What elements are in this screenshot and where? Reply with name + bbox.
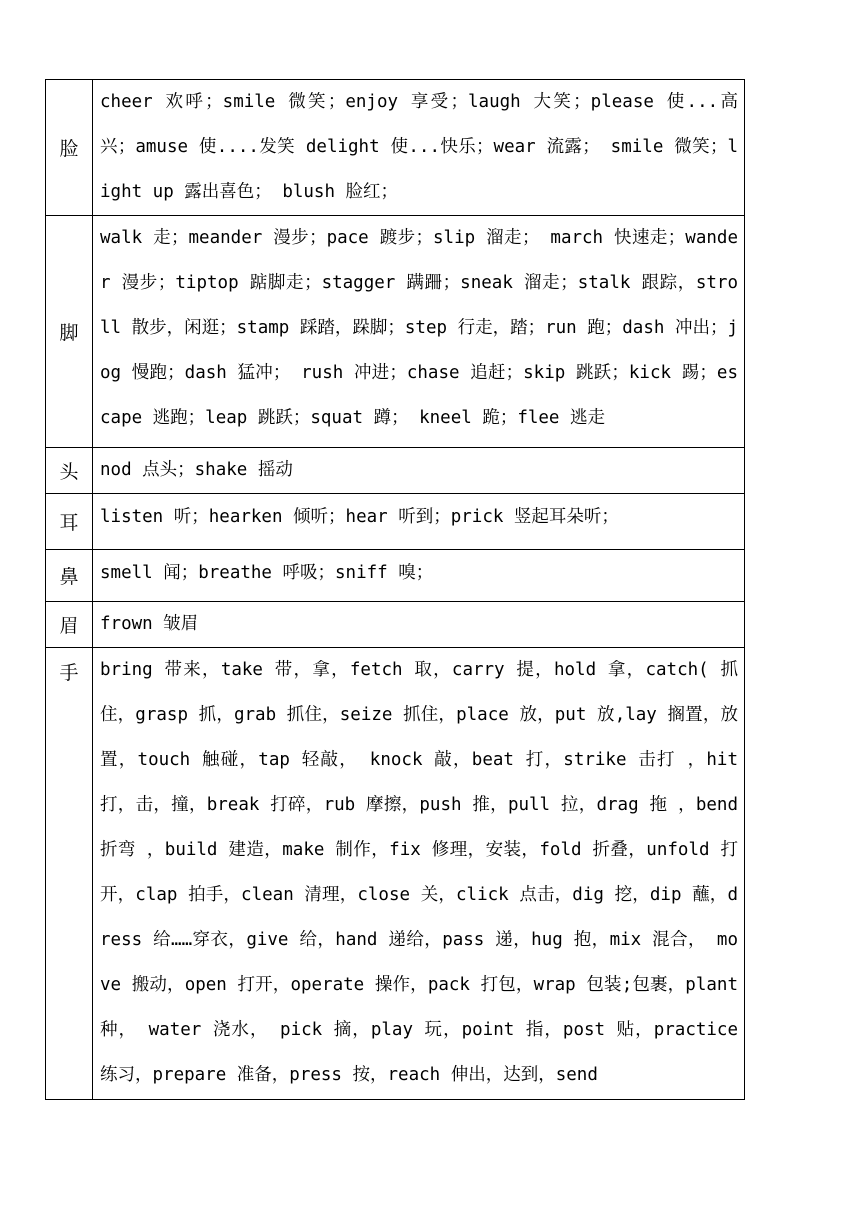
word-list-cell: cheer 欢呼；smile 微笑；enjoy 享受；laugh 大笑；please 使...高兴；amuse 使....发笑 delight 使...快乐；wear 流露； smile 微笑；light up 露出喜色； blush 脸红； — [93, 80, 745, 216]
word-list-cell: frown 皱眉 — [93, 602, 745, 648]
word-list-cell: listen 听；hearken 倾听；hear 听到；prick 竖起耳朵听； — [93, 494, 745, 550]
table-row — [46, 602, 745, 648]
word-list-cell: nod 点头；shake 摇动 — [93, 448, 745, 494]
category-cell: 头 — [46, 448, 93, 494]
table-row — [46, 550, 745, 602]
word-list-cell: bring 带来，take 带，拿，fetch 取，carry 提，hold 拿，catch( 抓住，grasp 抓，grab 抓住，seize 抓住，place 放，put 放,lay 搁置，放置，touch 触碰，tap 轻敲， knock 敲，beat 打，strike 击打 ，hit 打，击，撞，break 打碎，rub 摩擦，push 推，pull 拉，drag 拖 ，bend 折弯 ，build 建造，make 制作，fix 修理，安装，fold 折叠，unfold 打开，clap 拍手，clean 清理，close 关，click 点击，dig 挖，dip 蘸，dress 给……穿衣，give 给，hand 递给，pass 递，hug 抱，mix 混合， move 搬动，open 打开，operate 操作，pack 打包，wrap 包装;包裹，plant 种， water 浇水， pick 摘，play 玩，point 指，post 贴，practice 练习，prepare 准备，press 按，reach 伸出，达到，send — [93, 648, 745, 1100]
word-list-cell: walk 走；meander 漫步；pace 踱步；slip 溜走； march 快速走；wander 漫步；tiptop 踮脚走；stagger 蹒跚；sneak 溜走；stalk 跟踪，stroll 散步，闲逛；stamp 踩踏，跺脚；step 行走，踏；run 跑；dash 冲出；jog 慢跑；dash 猛冲； rush 冲进；chase 追赶；skip 跳跃；kick 踢；escape 逃跑；leap 跳跃；squat 蹲； kneel 跪；flee 逃走 — [93, 216, 745, 448]
category-cell: 鼻 — [46, 550, 93, 602]
category-cell: 手 — [46, 648, 93, 1100]
category-cell: 耳 — [46, 494, 93, 550]
category-cell: 脚 — [46, 216, 93, 448]
table-row — [46, 216, 745, 448]
table-row — [46, 80, 745, 216]
table-row — [46, 648, 745, 1100]
category-cell: 眉 — [46, 602, 93, 648]
table-row — [46, 494, 745, 550]
category-cell: 脸 — [46, 80, 93, 216]
word-list-cell: smell 闻；breathe 呼吸；sniff 嗅； — [93, 550, 745, 602]
vocabulary-table — [45, 79, 745, 1100]
table-row — [46, 448, 745, 494]
